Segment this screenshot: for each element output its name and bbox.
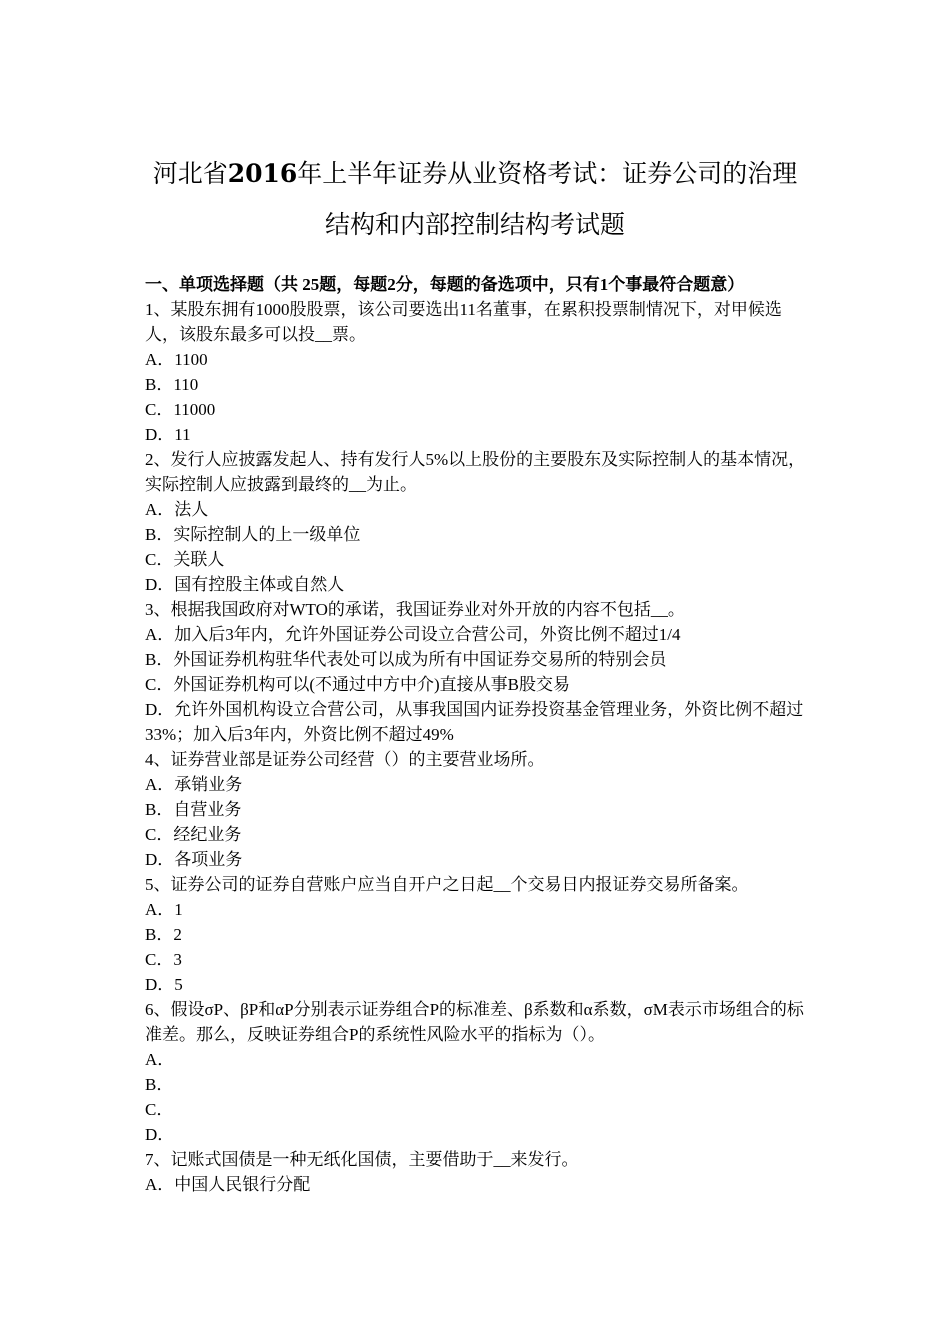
option-b: B．实际控制人的上一级单位: [145, 525, 361, 544]
option-d: D．11: [145, 425, 191, 444]
option-c: C．11000: [145, 400, 216, 419]
question-4: [145, 747, 815, 872]
question-stem: 6、假设σP、βP和αP分别表示证券组合P的标准差、β系数和α系数，σM表示市场组合的标准差。那么，反映证券组合P的系统性风险水平的指标为（）。: [145, 1000, 804, 1044]
option-d: D．各项业务: [145, 850, 243, 869]
option-b: B．: [145, 1075, 174, 1094]
option-a: A．: [145, 1050, 175, 1069]
title-prefix: 河北省: [152, 159, 228, 188]
question-stem: 2、发行人应披露发起人、持有发行人5%以上股份的主要股东及实际控制人的基本情况，实际控制人应披露到最终的__为止。: [145, 450, 806, 494]
option-c: C．3: [145, 950, 182, 969]
question-3: [145, 597, 815, 747]
option-d: D．允许外国机构设立合营公司，从事我国国内证券投资基金管理业务，外资比例不超过33%；加入后3年内，外资比例不超过49%: [145, 700, 804, 744]
option-b: B．110: [145, 375, 199, 394]
question-2: [145, 447, 815, 597]
option-c: C．: [145, 1100, 174, 1119]
question-stem: 7、记账式国债是一种无纸化国债，主要借助于__来发行。: [145, 1150, 579, 1169]
question-1: [145, 297, 815, 447]
question-stem: 4、证券营业部是证券公司经营（）的主要营业场所。: [145, 750, 545, 769]
document-body: [145, 272, 815, 1197]
question-stem: 3、根据我国政府对WTO的承诺，我国证券业对外开放的内容不包括__。: [145, 600, 685, 619]
question-5: [145, 872, 815, 997]
title-year: 2016: [227, 159, 298, 188]
title-line-1: [100, 148, 850, 199]
question-6: [145, 997, 815, 1147]
option-b: B．外国证券机构驻华代表处可以成为所有中国证券交易所的特别会员: [145, 650, 667, 669]
option-a: A．法人: [145, 500, 209, 519]
title-line-2: 结构和内部控制结构考试题: [324, 210, 625, 239]
option-b: B．2: [145, 925, 182, 944]
option-a: A．1100: [145, 350, 208, 369]
document-title: [100, 148, 850, 250]
option-d: D．5: [145, 975, 183, 994]
option-c: C．外国证券机构可以(不通过中方中介)直接从事B股交易: [145, 675, 570, 694]
question-7: [145, 1147, 815, 1197]
title-line-1-rest: 年上半年证券从业资格考试：证券公司的治理: [297, 159, 798, 188]
option-a: A．中国人民银行分配: [145, 1175, 311, 1194]
option-d: D．国有控股主体或自然人: [145, 575, 345, 594]
section-heading: 一、单项选择题（共 25题，每题2分，每题的备选项中，只有1个事最符合题意）: [145, 275, 745, 294]
option-a: A．承销业务: [145, 775, 243, 794]
option-d: D．: [145, 1125, 175, 1144]
question-stem: 1、某股东拥有1000股股票，该公司要选出11名董事，在累积投票制情况下，对甲候选人，该股东最多可以投__票。: [145, 300, 782, 344]
question-stem: 5、证券公司的证券自营账户应当自开户之日起__个交易日内报证券交易所备案。: [145, 875, 749, 894]
option-a: A．1: [145, 900, 183, 919]
option-a: A．加入后3年内，允许外国证券公司设立合营公司，外资比例不超过1/4: [145, 625, 681, 644]
option-c: C．关联人: [145, 550, 225, 569]
option-b: B．自营业务: [145, 800, 242, 819]
option-c: C．经纪业务: [145, 825, 242, 844]
